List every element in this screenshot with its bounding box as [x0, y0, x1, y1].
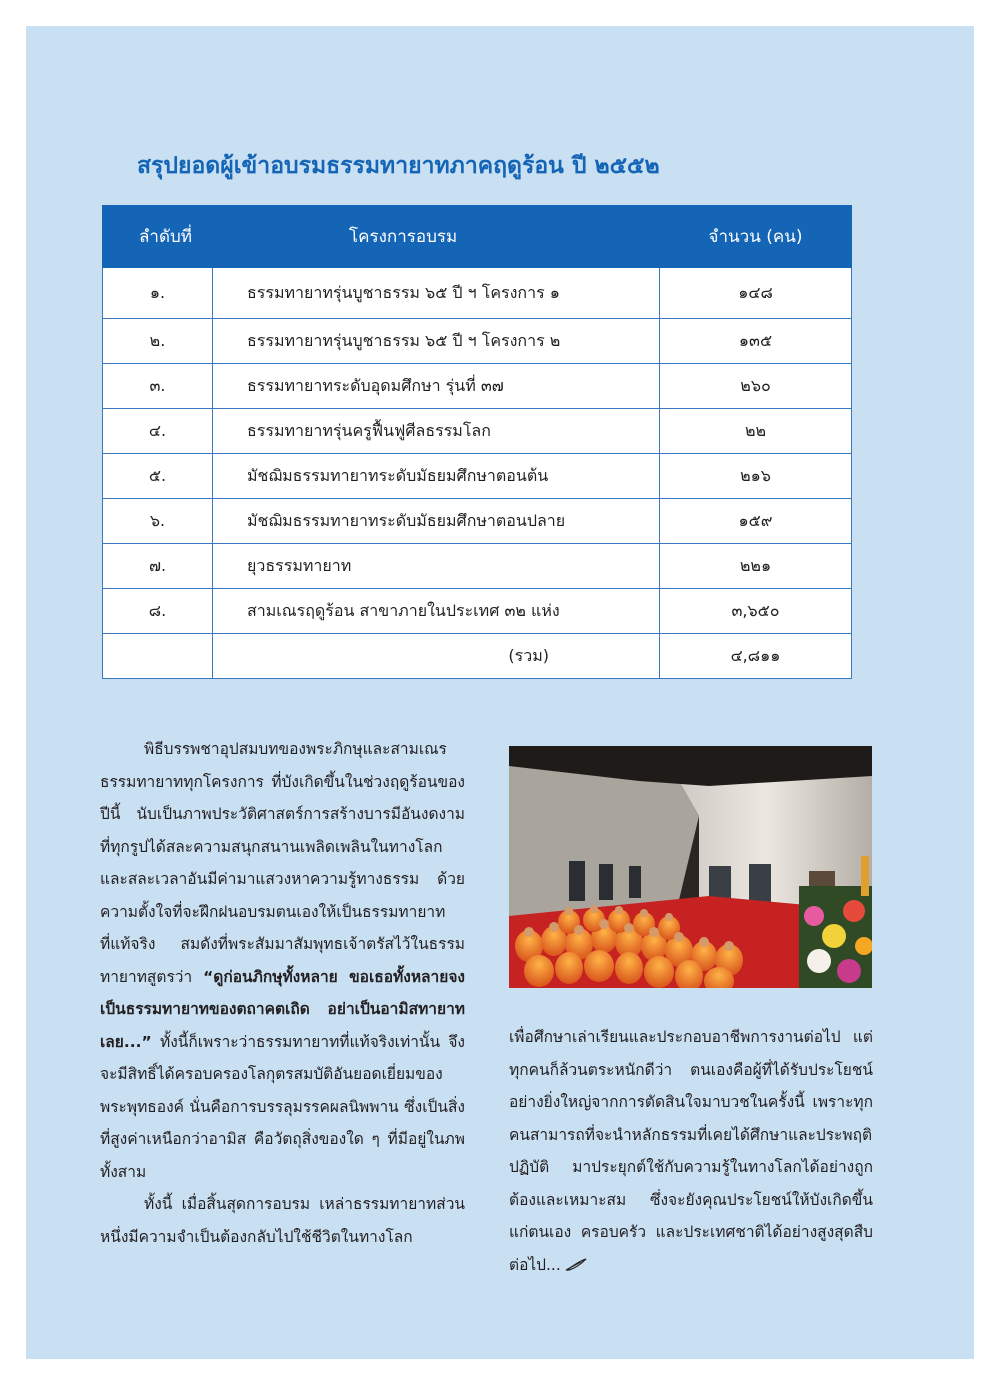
page-title: สรุปยอดผู้เข้าอบรมธรรมทายาทภาคฤดูร้อน ปี ๒๕๕๒ — [137, 153, 660, 179]
row-count: ๒๒ — [660, 409, 852, 454]
row-program: มัชฌิมธรรมทายาทระดับมัธยมศึกษาตอนปลาย — [213, 499, 660, 544]
row-program: สามเณรฤดูร้อน สาขาภายในประเทศ ๓๒ แห่ง — [213, 589, 660, 634]
table-row — [103, 364, 852, 409]
row-number: ๔. — [103, 409, 213, 454]
row-program: ธรรมทายาทรุ่นครูฟื้นฟูศีลธรรมโลก — [213, 409, 660, 454]
row-number: ๗. — [103, 544, 213, 589]
table-row — [103, 319, 852, 364]
row-number: ๖. — [103, 499, 213, 544]
header-order: ลำดับที่ — [103, 206, 213, 268]
article-paragraph: ทั้งนี้ เมื่อสิ้นสุดการอบรม เหล่าธรรมทายาทส่วนหนึ่งมีความจำเป็นต้องกลับไปใช้ชีวิตในทางโลก — [100, 1195, 465, 1246]
table-row — [103, 454, 852, 499]
paragraph-text: ทั้งนี้ก็เพราะว่าธรรมทายาทที่แท้จริงเท่านั้น จึงจะมีสิทธิ์ได้ครอบครองโลกุตรสมบัติอันยอดเยี่ยมของพระพุทธองค์ นั่นคือการบรรลุมรรคผลนิพพาน ซึ่งเป็นสิ่งที่สูงค่าเหนือกว่าอามิส คือวัตถุสิ่งของใด ๆ ที่มีอยู่ในภพทั้งสาม — [100, 1032, 465, 1181]
table-row — [103, 499, 852, 544]
article-paragraph — [509, 1021, 873, 1281]
total-empty-cell — [103, 634, 213, 679]
row-program: ธรรมทายาทรุ่นบูชาธรรม ๖๕ ปี ฯ โครงการ ๑ — [213, 268, 660, 319]
row-number: ๘. — [103, 589, 213, 634]
row-number: ๓. — [103, 364, 213, 409]
row-count: ๒๖๐ — [660, 364, 852, 409]
table-row — [103, 544, 852, 589]
article-paragraph — [100, 733, 465, 1188]
photo-illustration — [509, 746, 872, 988]
article-right-column — [509, 1021, 873, 1281]
total-value: ๔,๘๑๑ — [660, 634, 852, 679]
row-program: มัชฌิมธรรมทายาทระดับมัธยมศึกษาตอนต้น — [213, 454, 660, 499]
row-count: ๓,๖๕๐ — [660, 589, 852, 634]
table-row — [103, 268, 852, 319]
table-header-row — [103, 206, 852, 268]
row-number: ๒. — [103, 319, 213, 364]
total-label: (รวม) — [213, 634, 660, 679]
paragraph-text: พิธีบรรพชาอุปสมบทของพระภิกษุและสามเณรธรรมทายาททุกโครงการ ที่บังเกิดขึ้นในช่วงฤดูร้อนของปีนี้ นับเป็นภาพประวัติศาสตร์การสร้างบารมีอันงดงาม ที่ทุกรูปได้สละความสนุกสนานเพลิดเพลินในทางโลก และสละเวลาอันมีค่ามาแสวงหาความรู้ทางธรรม ด้วยความตั้งใจที่จะฝึกฝนอบรมตนเองให้เป็นธรรมทายาทที่แท้จริง สมดังที่พระสัมมาสัมพุทธเจ้าตรัสไว้ในธรรมทายาทสูตรว่า — [100, 740, 465, 986]
article-left-column — [100, 733, 465, 1253]
summary-table — [102, 205, 852, 679]
table-total-row — [103, 634, 852, 679]
row-number: ๑. — [103, 268, 213, 319]
feather-quill-icon — [565, 1258, 587, 1272]
row-program: ธรรมทายาทระดับอุดมศึกษา รุ่นที่ ๓๗ — [213, 364, 660, 409]
row-program: ยุวธรรมทายาท — [213, 544, 660, 589]
header-program: โครงการอบรม — [213, 206, 660, 268]
row-count: ๒๑๖ — [660, 454, 852, 499]
header-count: จำนวน (คน) — [660, 206, 852, 268]
sutta-quote: “ดูก่อนภิกษุทั้งหลาย ขอเธอทั้งหลายจงเป็นธรรมทายาทของตถาคตเถิด อย่าเป็นอามิสทายาทเลย...” — [100, 967, 465, 1051]
row-count: ๒๒๑ — [660, 544, 852, 589]
paragraph-text: เพื่อศึกษาเล่าเรียนและประกอบอาชีพการงานต่อไป แต่ทุกคนก็ล้วนตระหนักดีว่า ตนเองคือผู้ที่ได้รับประโยชน์อย่างยิ่งใหญ่จากการตัดสินใจมาบวชในครั้งนี้ เพราะทุกคนสามารถที่จะนำหลักธรรมที่เคยได้ศึกษาและประพฤติปฏิบัติ มาประยุกต์ใช้กับความรู้ในทางโลกได้อย่างถูกต้องและเหมาะสม ซึ่งจะยังคุณประโยชน์ให้บังเกิดขึ้นแก่ตนเอง ครอบครัว และประเทศชาติได้อย่างสูงสุดสืบต่อไป... — [509, 1028, 873, 1274]
ordination-ceremony-photo — [509, 746, 872, 988]
table-row — [103, 409, 852, 454]
table-row — [103, 589, 852, 634]
row-number: ๕. — [103, 454, 213, 499]
row-program: ธรรมทายาทรุ่นบูชาธรรม ๖๕ ปี ฯ โครงการ ๒ — [213, 319, 660, 364]
row-count: ๑๕๙ — [660, 499, 852, 544]
row-count: ๑๔๘ — [660, 268, 852, 319]
row-count: ๑๓๕ — [660, 319, 852, 364]
